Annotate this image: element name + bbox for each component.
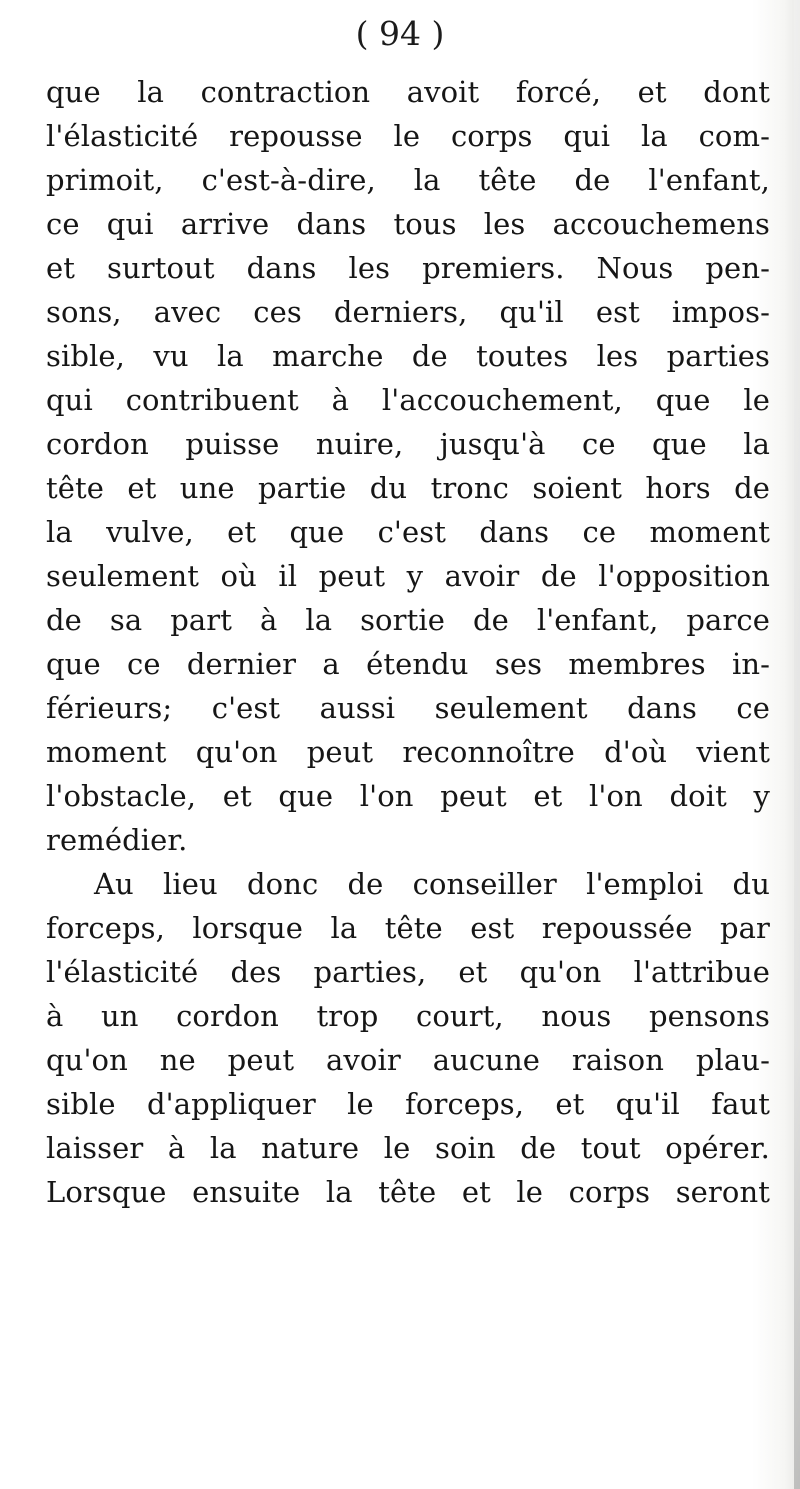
text-line: Au lieu donc de conseiller l'emploi du xyxy=(94,867,770,901)
text-line: l'élasticité des parties, et qu'on l'attribue xyxy=(46,955,770,989)
text-line: la vulve, et que c'est dans ce moment xyxy=(46,515,770,549)
text-line: sons, avec ces derniers, qu'il est impos- xyxy=(46,295,770,329)
text-line: l'obstacle, et que l'on peut et l'on doit y xyxy=(46,779,770,813)
text-line: de sa part à la sortie de l'enfant, parce xyxy=(46,603,770,637)
text-line: moment qu'on peut reconnoître d'où vient xyxy=(46,735,770,769)
text-line: qu'on ne peut avoir aucune raison plau- xyxy=(46,1043,770,1077)
page-edge-shadow xyxy=(794,0,800,1489)
text-line: à un cordon trop court, nous pensons xyxy=(46,999,770,1033)
page-number: ( 94 ) xyxy=(355,14,445,53)
text-line: sible d'appliquer le forceps, et qu'il faut xyxy=(46,1087,770,1121)
text-line: que ce dernier a étendu ses membres in- xyxy=(46,647,770,681)
text-line: cordon puisse nuire, jusqu'à ce que la xyxy=(46,427,770,461)
text-line: forceps, lorsque la tête est repoussée par xyxy=(46,911,770,945)
text-line: et surtout dans les premiers. Nous pen- xyxy=(46,251,770,285)
text-line: qui contribuent à l'accouchement, que le xyxy=(46,383,770,417)
text-line: sible, vu la marche de toutes les parties xyxy=(46,339,770,373)
text-line: ce qui arrive dans tous les accouchemens xyxy=(46,207,770,241)
text-line: que la contraction avoit forcé, et dont xyxy=(46,75,770,109)
text-line: seulement où il peut y avoir de l'opposition xyxy=(46,559,770,593)
text-line: l'élasticité repousse le corps qui la com- xyxy=(46,119,770,153)
text-line: remédier. xyxy=(46,823,188,857)
text-line: tête et une partie du tronc soient hors de xyxy=(46,471,770,505)
text-line: laisser à la nature le soin de tout opérer. xyxy=(46,1131,770,1165)
text-line: férieurs; c'est aussi seulement dans ce xyxy=(46,691,770,725)
text-line: Lorsque ensuite la tête et le corps seront xyxy=(46,1175,770,1209)
text-line: primoit, c'est-à-dire, la tête de l'enfant, xyxy=(46,163,770,197)
